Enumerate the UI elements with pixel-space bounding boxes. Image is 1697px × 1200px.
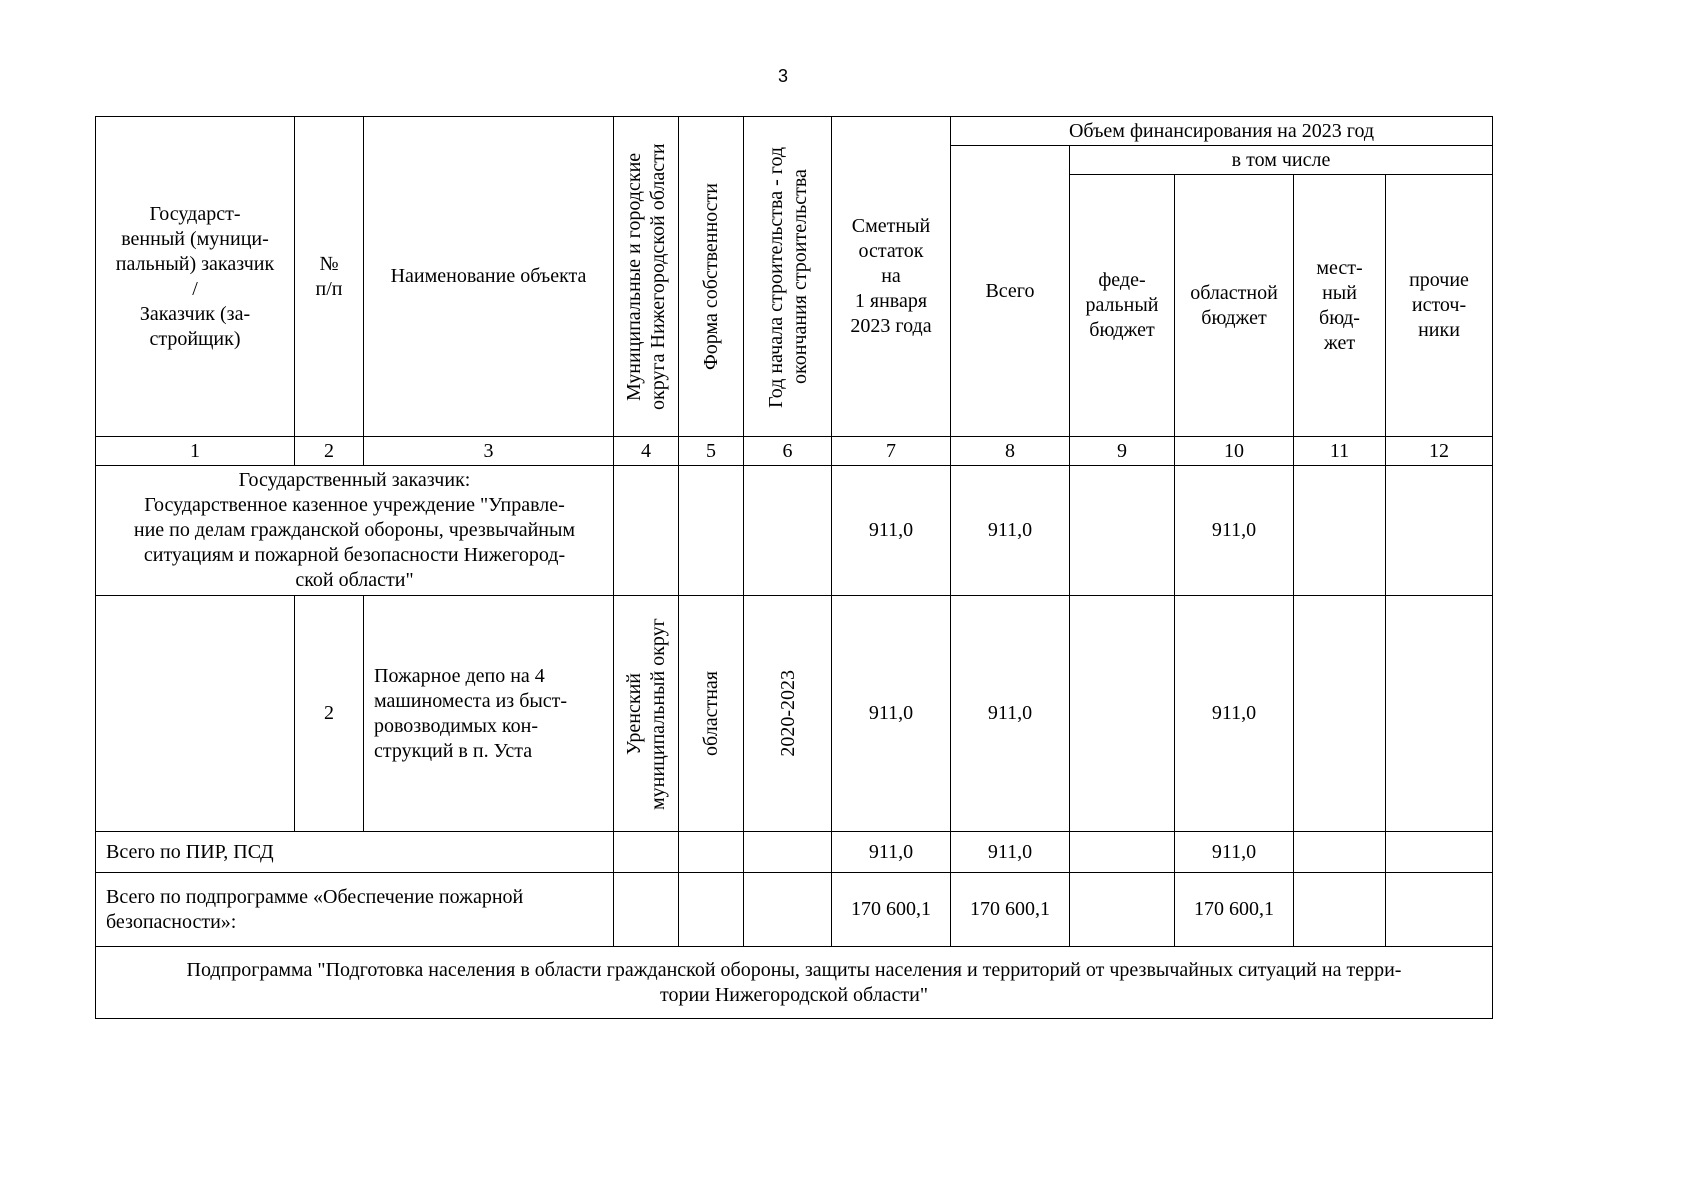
object-municipality-text: Уренский муниципальный округ (623, 617, 669, 810)
customer-federal (1070, 466, 1175, 596)
object-total: 911,0 (951, 596, 1070, 832)
subprogram-local (1294, 873, 1386, 947)
pir-regional: 911,0 (1175, 832, 1294, 873)
header-customer: Государст- венный (муници- пальный) заказчик / Заказчик (за- стройщик) (96, 117, 295, 437)
pir-years (744, 832, 832, 873)
pir-municipality (614, 832, 679, 873)
object-ownership (679, 596, 744, 832)
object-federal (1070, 596, 1175, 832)
header-ownership-text: Форма собственности (700, 183, 722, 370)
financing-table (95, 116, 1493, 1019)
header-number: № п/п (295, 117, 364, 437)
object-years (744, 596, 832, 832)
column-number-8: 8 (951, 437, 1070, 466)
customer-row (96, 466, 1493, 596)
object-municipality (614, 596, 679, 832)
subprogram-remaining: 170 600,1 (832, 873, 951, 947)
customer-remaining: 911,0 (832, 466, 951, 596)
header-row-1 (96, 117, 1493, 146)
header-ownership (679, 117, 744, 437)
page-number: 3 (777, 66, 788, 86)
object-customer (96, 596, 295, 832)
header-years-text: Год начала строительства - год окончания строительства (764, 145, 811, 408)
column-number-4: 4 (614, 437, 679, 466)
customer-years (744, 466, 832, 596)
object-row (96, 596, 1493, 832)
header-object-name: Наименование объекта (364, 117, 614, 437)
subprogram-regional: 170 600,1 (1175, 873, 1294, 947)
pir-total: 911,0 (951, 832, 1070, 873)
column-number-3: 3 (364, 437, 614, 466)
object-local (1294, 596, 1386, 832)
customer-other (1386, 466, 1493, 596)
column-number-12: 12 (1386, 437, 1493, 466)
header-including: в том числе (1070, 146, 1493, 175)
object-other (1386, 596, 1493, 832)
subprogram-total: 170 600,1 (951, 873, 1070, 947)
object-number: 2 (295, 596, 364, 832)
header-federal: феде- ральный бюджет (1070, 175, 1175, 437)
next-subprogram-row (96, 947, 1493, 1019)
customer-regional: 911,0 (1175, 466, 1294, 596)
object-remaining: 911,0 (832, 596, 951, 832)
header-funding-title: Объем финансирования на 2023 год (951, 117, 1493, 146)
object-ownership-text: областная (700, 671, 722, 756)
next-subprogram-title: Подпрограмма "Подготовка населения в области гражданской обороны, защиты населения и территорий от чрезвычайных ситуаций на терри- тории Нижегородской области" (96, 947, 1493, 1019)
subprogram-municipality (614, 873, 679, 947)
header-total: Всего (951, 146, 1070, 437)
column-number-1: 1 (96, 437, 295, 466)
customer-name: Государственный заказчик: Государственное казенное учреждение "Управле- ние по делам гражданской обороны, чрезвычайным ситуациям и пожарной безопасности Нижегород- ской области" (96, 466, 614, 596)
header-municipality-text: Муниципальные и городские округа Нижегородской области (623, 143, 669, 410)
subprogram-years (744, 873, 832, 947)
header-other: прочие источ- ники (1386, 175, 1493, 437)
subprogram-federal (1070, 873, 1175, 947)
subprogram-total-label: Всего по подпрограмме «Обеспечение пожарной безопасности»: (96, 873, 614, 947)
column-number-5: 5 (679, 437, 744, 466)
customer-local (1294, 466, 1386, 596)
subprogram-ownership (679, 873, 744, 947)
object-years-text: 2020-2023 (776, 670, 799, 757)
pir-federal (1070, 832, 1175, 873)
header-local: мест- ный бюд- жет (1294, 175, 1386, 437)
header-remaining: Сметный остаток на 1 января 2023 года (832, 117, 951, 437)
pir-ownership (679, 832, 744, 873)
customer-total: 911,0 (951, 466, 1070, 596)
column-number-6: 6 (744, 437, 832, 466)
column-numbers-row (96, 437, 1493, 466)
customer-ownership (679, 466, 744, 596)
pir-total-row (96, 832, 1493, 873)
pir-total-label: Всего по ПИР, ПСД (96, 832, 614, 873)
header-regional: областной бюджет (1175, 175, 1294, 437)
object-name: Пожарное депо на 4 машиноместа из быст- ровозводимых кон- струкций в п. Уста (364, 596, 614, 832)
object-regional: 911,0 (1175, 596, 1294, 832)
pir-other (1386, 832, 1493, 873)
pir-remaining: 911,0 (832, 832, 951, 873)
customer-municipality (614, 466, 679, 596)
subprogram-other (1386, 873, 1493, 947)
column-number-11: 11 (1294, 437, 1386, 466)
subprogram-total-row (96, 873, 1493, 947)
pir-local (1294, 832, 1386, 873)
column-number-10: 10 (1175, 437, 1294, 466)
column-number-7: 7 (832, 437, 951, 466)
column-number-9: 9 (1070, 437, 1175, 466)
column-number-2: 2 (295, 437, 364, 466)
header-years (744, 117, 832, 437)
header-municipality (614, 117, 679, 437)
